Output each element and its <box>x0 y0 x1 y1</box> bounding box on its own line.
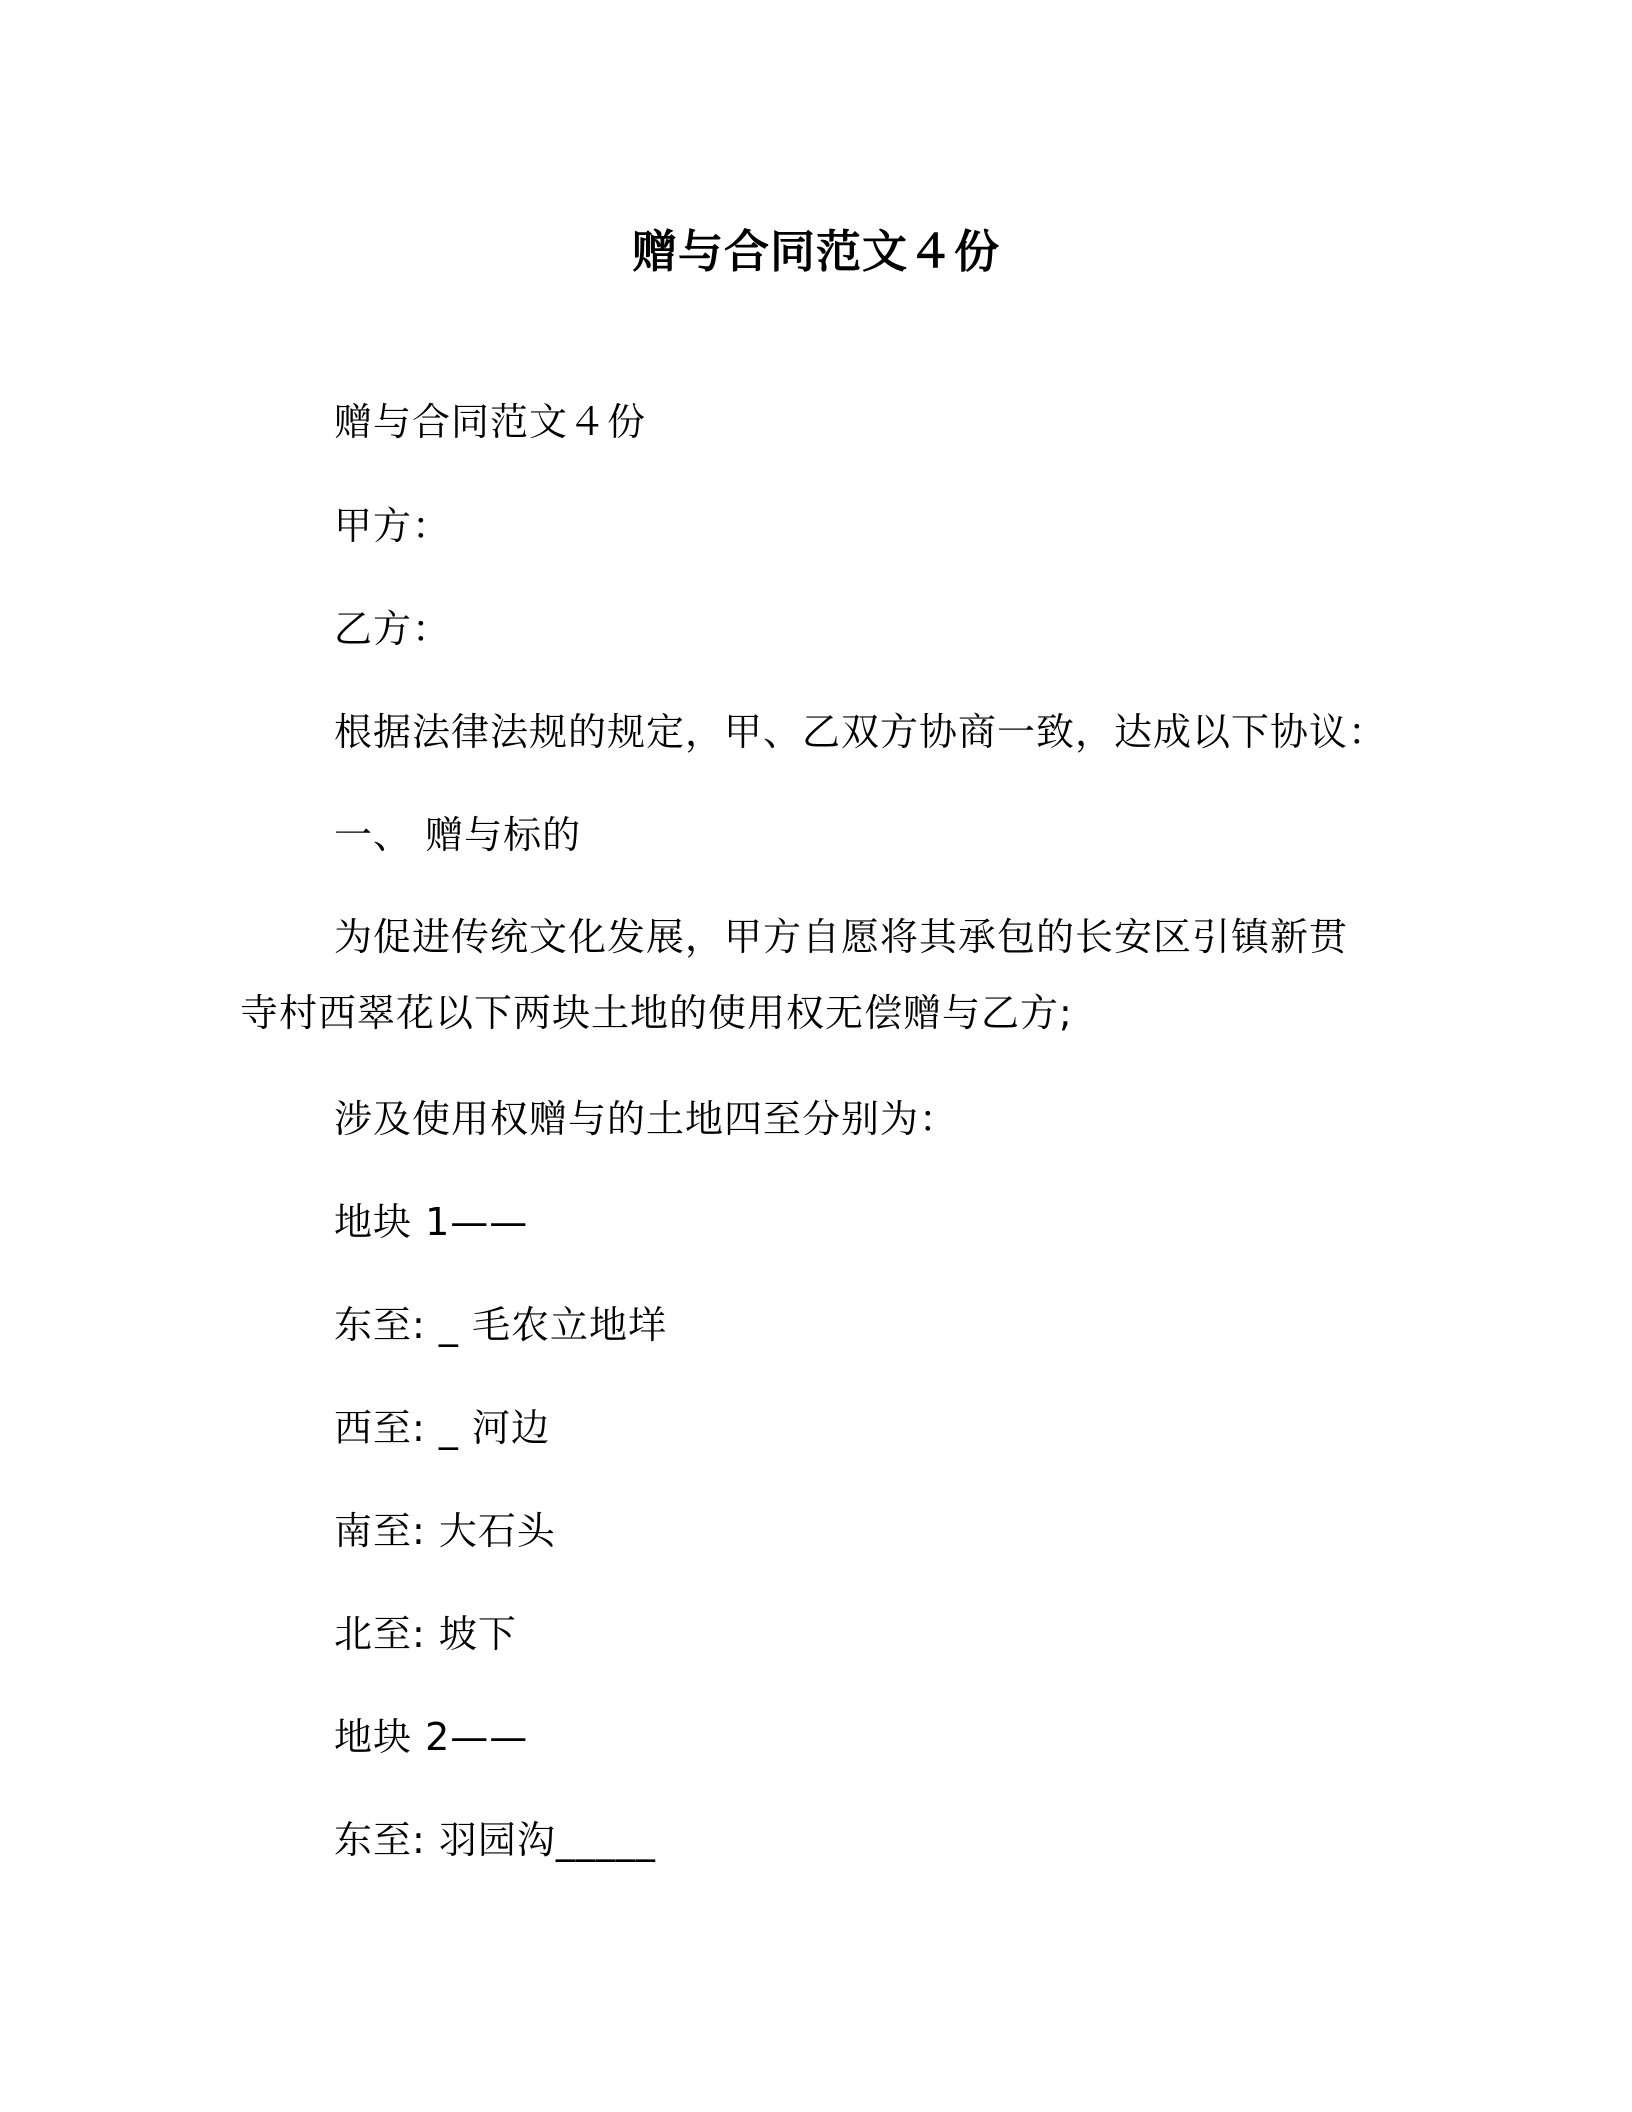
section-heading: 一、 赠与标的 <box>334 813 582 857</box>
plot-2-east: 东至: 羽园沟_____ <box>334 1818 656 1862</box>
plot-1-north: 北至: 坡下 <box>334 1612 517 1656</box>
boundaries-intro: 涉及使用权赠与的土地四至分别为： <box>334 1097 959 1141</box>
document-subtitle: 赠与合同范文４份 <box>334 400 647 444</box>
plot-1-east: 东至: _ 毛农立地垟 <box>334 1303 667 1347</box>
plot-1-label: 地块 1—— <box>334 1200 529 1244</box>
party-a-line: 甲方： <box>334 504 452 548</box>
plot-1-west: 西至: _ 河边 <box>334 1406 550 1450</box>
plot-1-south: 南至: 大石头 <box>334 1509 556 1553</box>
document-title: 赠与合同范文４份 <box>631 225 1000 278</box>
plot-2-label: 地块 2—— <box>334 1715 529 1759</box>
intro-paragraph: 根据法律法规的规定，甲、乙双方协商一致，达成以下协议： <box>334 710 1388 754</box>
section-paragraph: 为促进传统文化发展，甲方自愿将其承包的长安区引镇新贯寺村西翠花以下两块土地的使用权无偿赠与乙方; <box>240 915 1349 1035</box>
party-b-line: 乙方： <box>334 607 452 651</box>
